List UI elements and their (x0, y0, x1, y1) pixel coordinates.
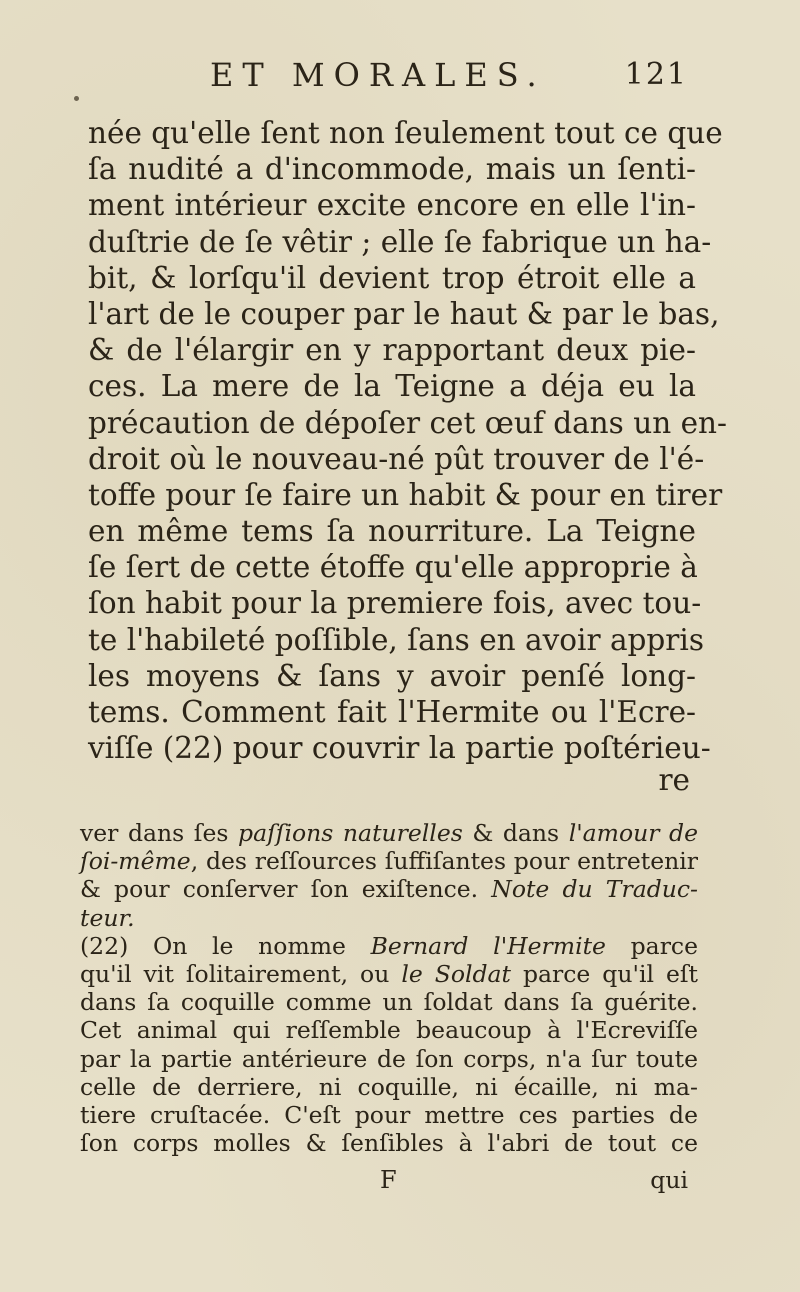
text-line: ces. La mere de la Teigne a déja eu la (88, 369, 696, 404)
text-line: ſon habit pour la premiere fois, avec tou- (88, 586, 702, 621)
footnote-line: dans ſa coquille comme un ſoldat dans ſa guérite. (80, 988, 698, 1017)
footnote-text: & pour conſerver ſon exiſtence. (80, 875, 492, 904)
text-line: viſſe (22) pour couvrir la partie poſtérieu- (88, 731, 711, 766)
footnote-line (80, 875, 698, 903)
main-text-block (88, 115, 728, 766)
page-header (210, 52, 690, 98)
text-line: née qu'elle ſent non ſeulement tout ce que (88, 116, 723, 150)
footnote-line: tiere cruſtacée. C'eſt pour mettre ces parties de (80, 1100, 698, 1129)
footnote-text: parce (605, 931, 698, 960)
footnote-italic: le Soldat (401, 959, 511, 988)
footnote-italic: Note du Traduc- (491, 875, 698, 904)
running-title: ET MORALES. (210, 56, 546, 94)
text-line: l'art de le couper par le haut & par le bas, (88, 296, 720, 331)
footnote-text: qu'il vit ſolitairement, ou (80, 959, 402, 988)
footnote-line: celle de derriere, ni coquille, ni écaille, ni ma- (80, 1072, 698, 1101)
footnotes-block (80, 819, 698, 1157)
page-number: 121 (624, 57, 688, 92)
footnote-line (80, 819, 698, 847)
footnote-text: , des reſſources ſuffiſantes pour entretenir (190, 847, 698, 876)
text-line: précaution de dépoſer cet œuf dans un en- (88, 405, 728, 440)
footnote-line (80, 932, 698, 960)
text-line: toffe pour ſe faire un habit & pour en tirer (88, 477, 723, 512)
signature-mark: F (380, 1166, 397, 1194)
footnote-line: Cet animal qui reſſemble beaucoup à l'Ecreviſſe (80, 1016, 698, 1045)
text-line: te l'habileté poſſible, ſans en avoir appris (88, 622, 704, 657)
text-line: ſe ſert de cette étoffe qu'elle approprie à (88, 550, 698, 585)
footnote-line: ſon corps molles & ſenſibles à l'abri de tout ce (80, 1129, 698, 1158)
text-line: duſtrie de ſe vêtir ; elle ſe fabrique un ha- (88, 224, 712, 259)
footnote-line (80, 904, 698, 932)
footnote-text: (22) On le nomme (80, 931, 371, 960)
footnote-text: & dans (462, 819, 569, 847)
text-line: ſa nudité a d'incommode, mais un ſenti- (88, 152, 696, 187)
footnote-italic: ſoi-même (80, 847, 191, 876)
catchword-main: re (658, 763, 690, 797)
footnote-italic: Bernard l'Hermite (370, 931, 606, 960)
footnote-line: par la partie antérieure de ſon corps, n'a ſur toute (80, 1044, 698, 1073)
text-line: droit où le nouveau-né pût trouver de l'é- (88, 441, 705, 476)
text-line: les moyens & ſans y avoir penſé long- (88, 658, 696, 693)
text-line: tems. Comment fait l'Hermite ou l'Ecre- (88, 695, 696, 729)
footnote-italic: teur. (80, 903, 135, 932)
footnote-line (80, 960, 698, 988)
text-line: en même tems ſa nourriture. La Teigne (88, 514, 696, 549)
footnote-text: ver dans ſes (80, 819, 239, 847)
catchword-footnote: qui (650, 1166, 688, 1194)
footnote-italic: paſſions naturelles (238, 819, 463, 847)
footnote-italic: l'amour de (568, 819, 698, 847)
ink-speck (74, 96, 79, 101)
text-line: ment intérieur excite encore en elle l'in- (88, 188, 696, 223)
footnote-line (80, 847, 698, 875)
text-line: bit, & lorſqu'il devient trop étroit elle a (88, 260, 696, 295)
footnote-text: parce qu'il eſt (511, 959, 699, 988)
text-line: & de l'élargir en y rapportant deux pie- (88, 333, 696, 368)
